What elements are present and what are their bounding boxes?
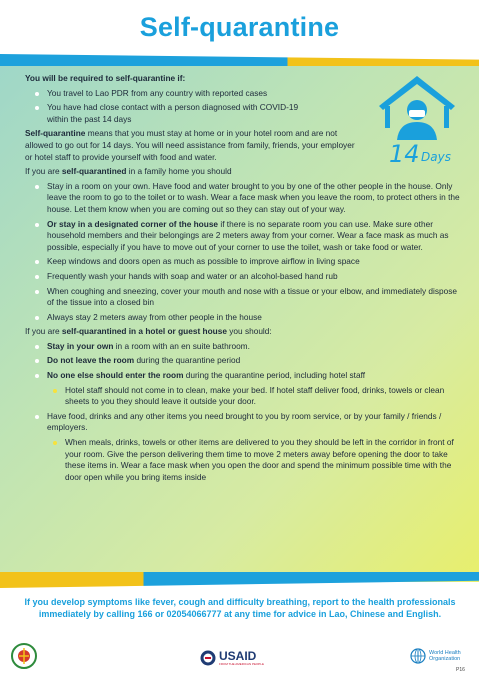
bullet-icon bbox=[35, 415, 39, 419]
bullet-icon bbox=[35, 223, 39, 227]
main-content bbox=[25, 73, 465, 486]
family-lead: If you are self-quarantined in a family home you should bbox=[25, 166, 232, 177]
badge-days-number: 14 bbox=[389, 140, 420, 168]
list-item: No one else should enter the room during the quarantine period, including hotel staff bbox=[25, 370, 465, 382]
bullet-icon bbox=[35, 106, 39, 110]
bullet-icon bbox=[35, 316, 39, 320]
list-item: Do not leave the room during the quarantine period bbox=[25, 355, 465, 367]
bullet-icon bbox=[35, 185, 39, 189]
sub-bullet-icon bbox=[53, 389, 57, 393]
ministry-emblem-icon bbox=[10, 642, 38, 670]
intro-list bbox=[25, 88, 465, 126]
bullet-icon bbox=[35, 359, 39, 363]
hotel-list bbox=[25, 341, 465, 484]
list-item: Frequently wash your hands with soap and water or an alcohol-based hand rub bbox=[25, 271, 465, 283]
list-item: Always stay 2 meters away from other people in the house bbox=[25, 312, 465, 324]
usaid-logo: USAID FROM THE AMERICAN PEOPLE bbox=[200, 650, 280, 668]
definition-paragraph: Self-quarantine means that you must stay at home or in your hotel room and are not allowed to go out for 14 days. You will need assistance from family, friends, your employer or hotel staff to provide yourself with food and water. bbox=[25, 128, 355, 162]
footer-message: If you develop symptoms like fever, cough and difficulty breathing, report to the health professionals immediately by calling 166 or 02054066777 at any time for advice in Lao, Chinese and English. bbox=[24, 597, 456, 620]
sub-bullet-icon bbox=[53, 441, 57, 445]
list-sub-item: When meals, drinks, towels or other items are delivered to you they should be left in the corridor in front of your room. Give the person delivering them time to move 2 meters away before opening the door to take these items in. Wear a face mask when you open the door and spend the minimum possible time with the door open while you bring items inside bbox=[25, 437, 465, 483]
list-item: You have had close contact with a person diagnosed with COVID-19 within the past 14 days bbox=[25, 102, 317, 125]
badge-days-word: Days bbox=[421, 150, 451, 164]
bullet-icon bbox=[35, 92, 39, 96]
list-item: Have food, drinks and any other items you need brought to you by room service, or by your family / friends / employers. bbox=[25, 411, 465, 434]
page-number: P16 bbox=[456, 667, 465, 673]
intro-heading: You will be required to self-quarantine if: bbox=[25, 73, 186, 83]
bullet-icon bbox=[35, 290, 39, 294]
list-item: You travel to Lao PDR from any country with reported cases bbox=[25, 88, 465, 100]
bullet-icon bbox=[35, 275, 39, 279]
list-item: When coughing and sneezing, cover your mouth and nose with a tissue or your elbow, and immediately dispose of the tissue into a closed bin bbox=[25, 286, 465, 309]
list-item: Keep windows and doors open as much as possible to improve airflow in living space bbox=[25, 256, 465, 268]
list-item: Stay in a room on your own. Have food and water brought to you by one of the other people in the house. Only leave the room to go to the toilet or to wash. Wear a face mask when you leave the room, to protect others in the house. Let them know when you are coming out so they can stay out of your way. bbox=[25, 181, 465, 216]
bottom-stripe bbox=[0, 572, 479, 588]
list-sub-item: Hotel staff should not come in to clean, make your bed. If hotel staff deliver food, drinks, towels or clean sheets to you they should leave it outside your door. bbox=[25, 385, 465, 408]
hotel-lead: If you are self-quarantined in a hotel or guest house you should: bbox=[25, 326, 272, 337]
who-globe-icon bbox=[410, 648, 426, 664]
bullet-icon bbox=[35, 345, 39, 349]
usaid-seal-icon bbox=[200, 650, 216, 666]
list-item: Or stay in a designated corner of the house if there is no separate room you can use. Make sure other household members and their belongings are 2 meters away from your corner. Wear a face mask as much as possible, especially if you have to move out of your corner to use the toilet, wash or take food or water. bbox=[25, 219, 465, 254]
who-logo: World Health Organization bbox=[410, 648, 472, 668]
bullet-icon bbox=[35, 374, 39, 378]
family-list bbox=[25, 181, 465, 324]
list-item: Stay in your own in a room with an en suite bathroom. bbox=[25, 341, 465, 353]
page-title: Self-quarantine bbox=[139, 12, 340, 42]
bullet-icon bbox=[35, 260, 39, 264]
